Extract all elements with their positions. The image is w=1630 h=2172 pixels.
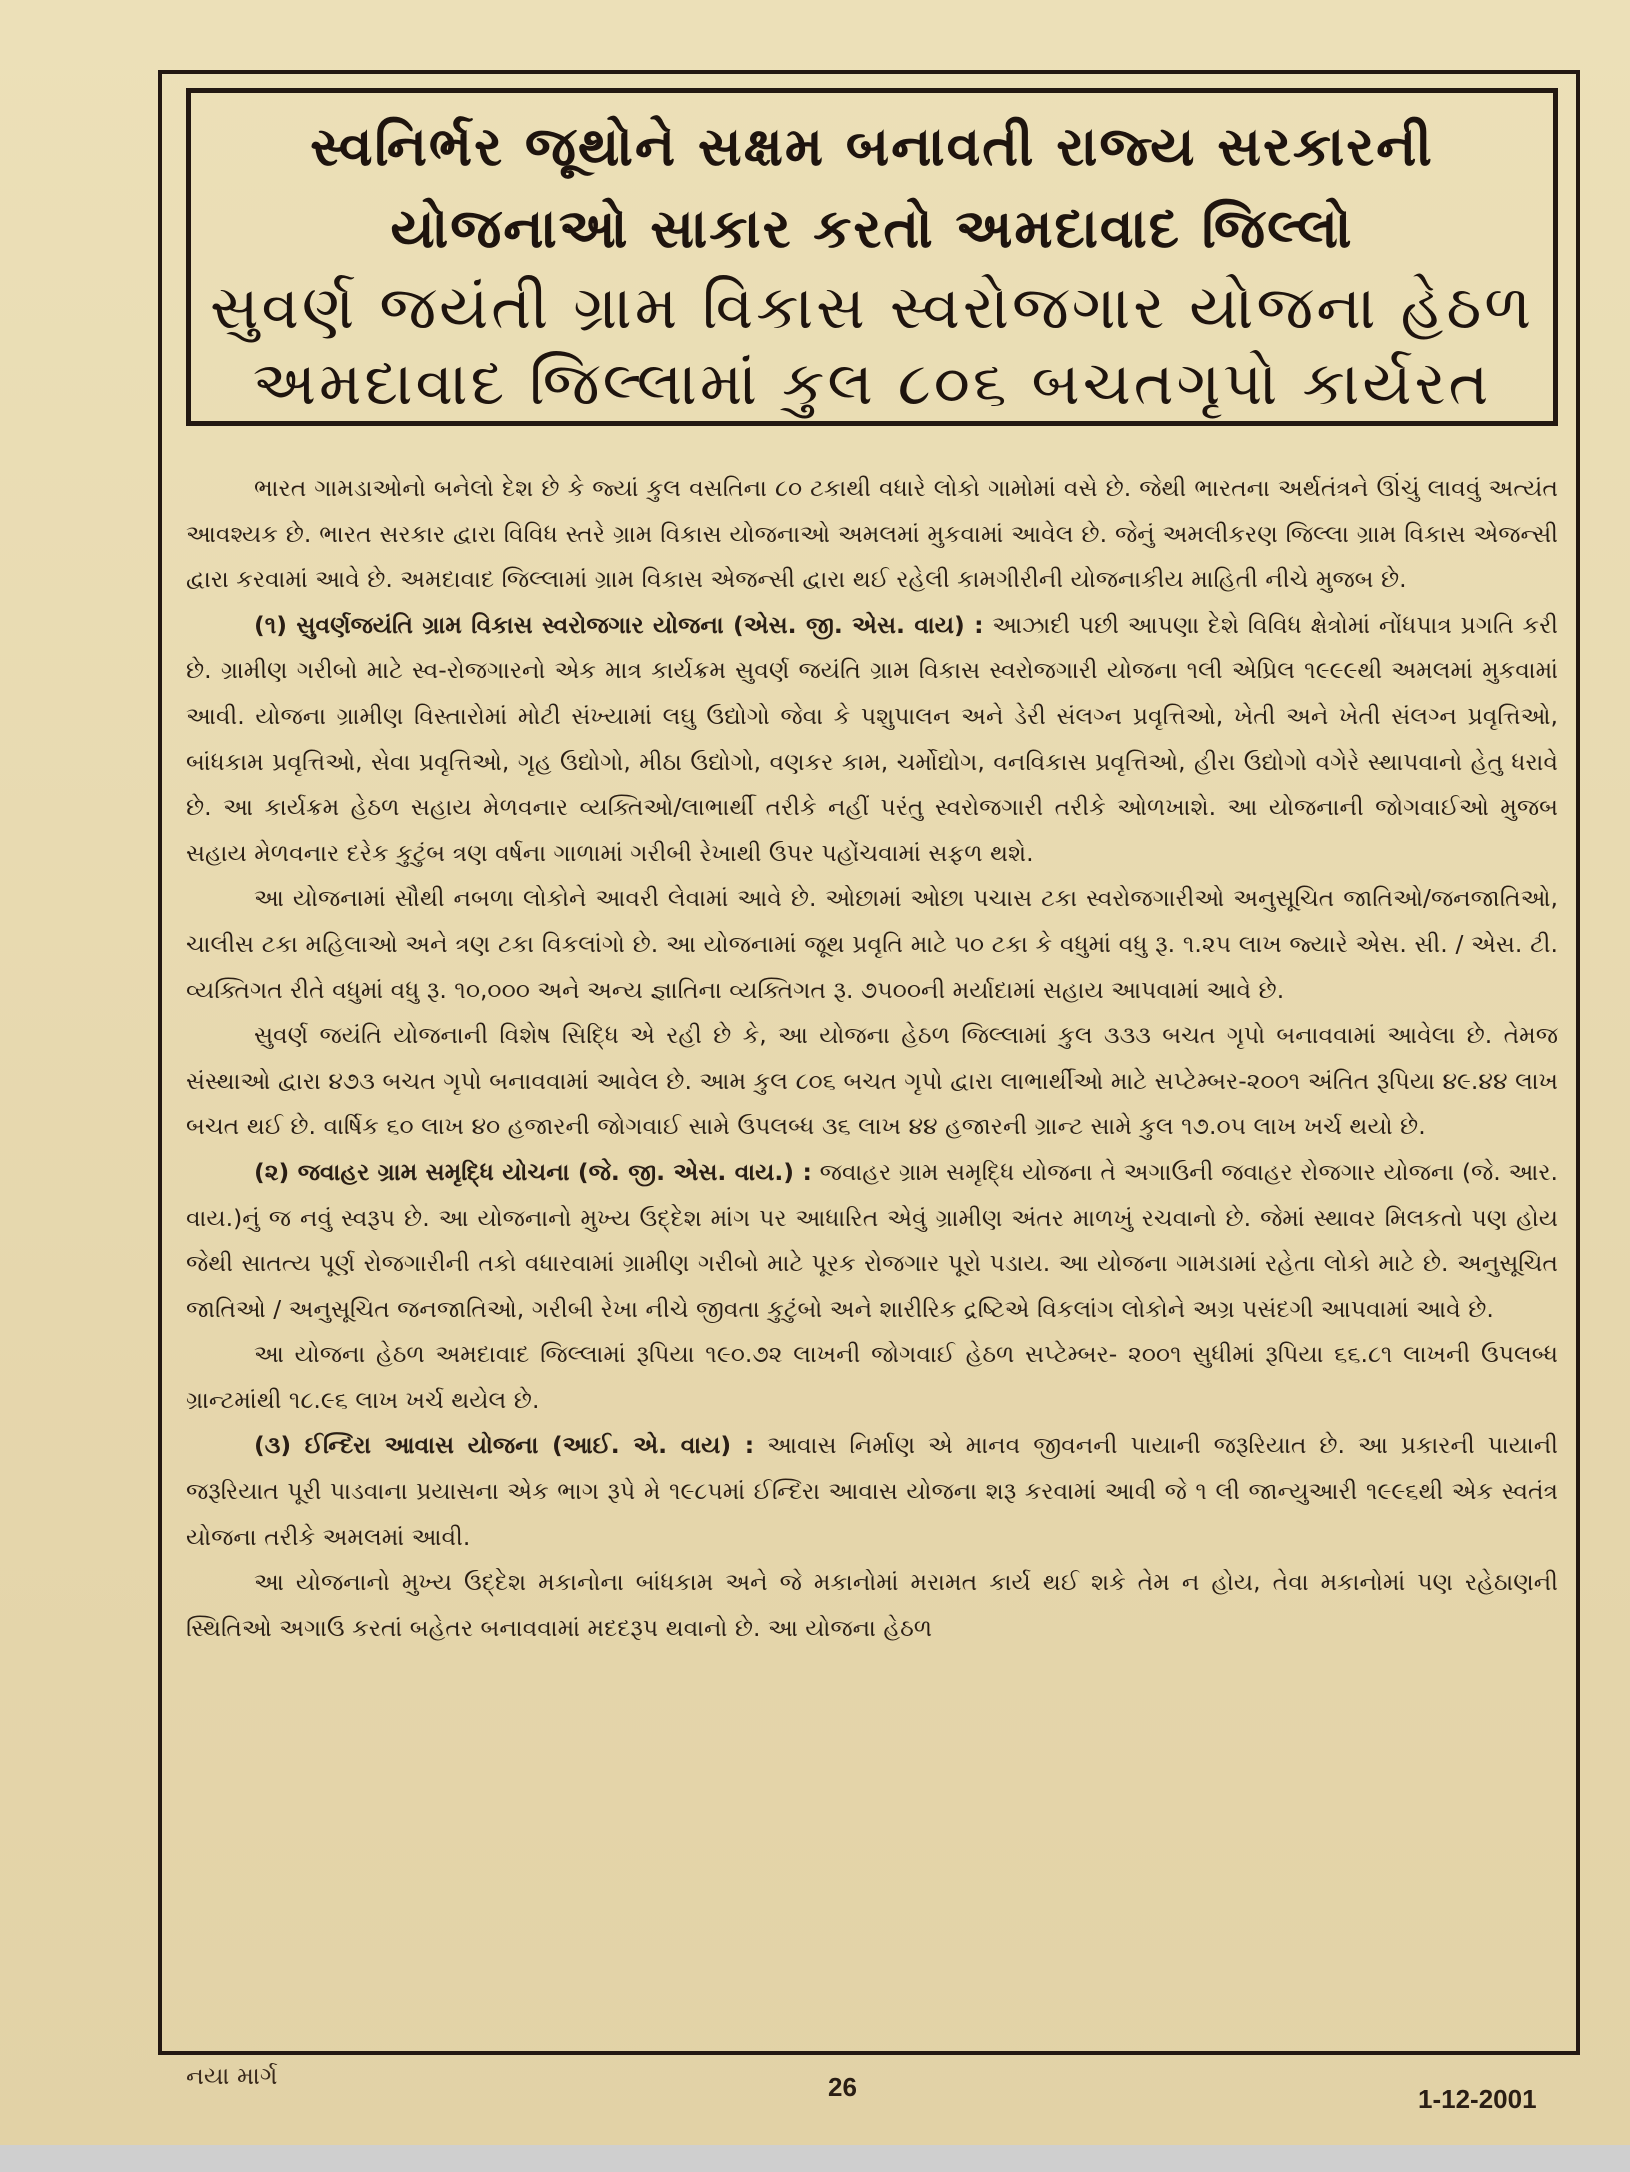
paragraph-coverage: આ યોજનામાં સૌથી નબળા લોકોને આવરી લેવામાં આવે છે. ઓછામાં ઓછા પચાસ ટકા સ્વરોજગારીઓ અનુસૂચિત જાતિઓ/જનજાતિઓ, ચાલીસ ટકા મહિલાઓ અને ત્રણ ટકા વિકલાંગો છે. આ યોજનામાં જૂથ પ્રવૃતિ માટે ૫૦ ટકા કે વધુમાં વધુ રૂ. ૧.૨૫ લાખ જ્યારે એસ. સી. / એસ. ટી. વ્યક્તિગત રીતે વધુમાં વધુ રૂ. ૧૦,૦૦૦ અને અન્ય જ્ઞાતિના વ્યક્તિગત રૂ. ૭૫૦૦ની મર્યાદામાં સહાય આપવામાં આવે છે.: [186, 884, 1558, 1004]
headline-box: [186, 88, 1558, 426]
headline-line-2: યોજનાઓ સાકાર કરતો અમદાવાદ જિલ્લો: [390, 197, 1354, 260]
section-1-text: આઝાદી પછી આપણા દેશે વિવિધ ક્ષેત્રોમાં નોંધપાત્ર પ્રગતિ કરી છે. ગ્રામીણ ગરીબો માટે સ્વ-રોજગારનો એક માત્ર કાર્યક્રમ સુવર્ણ જયંતિ ગ્રામ વિકાસ સ્વરોજગારી યોજના ૧લી એપ્રિલ ૧૯૯૯થી અમલમાં મુકવામાં આવી. યોજના ગ્રામીણ વિસ્તારોમાં મોટી સંખ્યામાં લઘુ ઉદ્યોગો જેવા કે પશુપાલન અને ડેરી સંલગ્ન પ્રવૃત્તિઓ, ખેતી અને ખેતી સંલગ્ન પ્રવૃત્તિઓ, બાંધકામ પ્રવૃત્તિઓ, સેવા પ્રવૃત્તિઓ, ગૃહ ઉદ્યોગો, મીઠા ઉદ્યોગો, વણકર કામ, ચર્મોદ્યોગ, વનવિકાસ પ્રવૃત્તિઓ, હીરા ઉદ્યોગો વગેરે સ્થાપવાનો હેતુ ધરાવે છે. આ કાર્યક્રમ હેઠળ સહાય મેળવનાર વ્યક્તિઓ/લાભાર્થી તરીકે નહીં પરંતુ સ્વરોજગારી તરીકે ઓળખાશે. આ યોજનાની જોગવાઈઓ મુજબ સહાય મેળવનાર દરેક કુટુંબ ત્રણ વર્ષના ગાળામાં ગરીબી રેખાથી ઉપર પહોંચવામાં સફળ થશે.: [186, 610, 1558, 867]
section-1-heading: (૧) સુવર્ણજયંતિ ગ્રામ વિકાસ સ્વરોજગાર યોજના (એસ. જી. એસ. વાય) :: [254, 610, 984, 639]
headline-line-3: સુવર્ણ જયંતી ગ્રામ વિકાસ સ્વરોજગાર યોજના હેઠળ: [209, 273, 1535, 343]
paragraph-achievement: સુવર્ણ જયંતિ યોજનાની વિશેષ સિદ્ધિ એ રહી છે કે, આ યોજના હેઠળ જિલ્લામાં કુલ ૩૩૩ બચત ગૃપો બનાવવામાં આવેલા છે. તેમજ સંસ્થાઓ દ્વારા ૪૭૩ બચત ગૃપો બનાવવામાં આવેલ છે. આમ કુલ ૮૦૬ બચત ગૃપો દ્વારા લાભાર્થીઓ માટે સપ્ટેમ્બર-૨૦૦૧ અંતિત રૂપિયા ૪૯.૪૪ લાખ બચત થઈ છે. વાર્ષિક ૬૦ લાખ ૪૦ હજારની જોગવાઈ સામે ઉપલબ્ધ ૩૬ લાખ ૪૪ હજારની ગ્રાન્ટ સામે કુલ ૧૭.૦૫ લાખ ખર્ચ થયો છે.: [186, 1021, 1558, 1141]
paragraph-intro: ભારત ગામડાઓનો બનેલો દેશ છે કે જ્યાં કુલ વસતિના ૮૦ ટકાથી વધારે લોકો ગામોમાં વસે છે. જેથી ભારતના અર્થતંત્રને ઊંચું લાવવું અત્યંત આવશ્યક છે. ભારત સરકાર દ્વારા વિવિધ સ્તરે ગ્રામ વિકાસ યોજનાઓ અમલમાં મુકવામાં આવેલ છે. જેનું અમલીકરણ જિલ્લા ગ્રામ વિકાસ એજન્સી દ્વારા કરવામાં આવે છે. અમદાવાદ જિલ્લામાં ગ્રામ વિકાસ એજન્સી દ્વારા થઈ રહેલી કામગીરીની યોજનાકીય માહિતી નીચે મુજબ છે.: [186, 474, 1558, 594]
magazine-name: નયા માર્ગ: [186, 2062, 278, 2090]
headline-line-1: સ્વનિર્ભર જૂથોને સક્ષમ બનાવતી રાજ્ય સરકારની: [310, 115, 1434, 178]
section-1: [186, 603, 1558, 877]
scan-edge: [0, 2145, 1630, 2172]
section-2: [186, 1150, 1558, 1332]
paragraph-iay-objective: આ યોજનાનો મુખ્ય ઉદ્દેશ મકાનોના બાંધકામ અને જે મકાનોમાં મરામત કાર્ય થઈ શકે તેમ ન હોય, તેવા મકાનોમાં પણ રહેઠાણની સ્થિતિઓ અગાઉ કરતાં બહેતર બનાવવામાં મદદરૂપ થવાનો છે. આ યોજના હેઠળ: [186, 1568, 1558, 1642]
section-2-text: જવાહર ગ્રામ સમૃદ્ધિ યોજના તે અગાઉની જવાહર રોજગાર યોજના (જે. આર. વાય.)નું જ નવું સ્વરૂપ છે. આ યોજનાનો મુખ્ય ઉદ્દેશ માંગ પર આધારિત એવું ગ્રામીણ અંતર માળખું રચવાનો છે. જેમાં સ્થાવર મિલકતો પણ હોય જેથી સાતત્ય પૂર્ણ રોજગારીની તકો વધારવામાં ગ્રામીણ ગરીબો માટે પૂરક રોજગાર પૂરો પડાય. આ યોજના ગામડામાં રહેતા લોકો માટે છે. અનુસૂચિત જાતિઓ / અનુસૂચિત જનજાતિઓ, ગરીબી રેખા નીચે જીવતા કુટુંબો અને શારીરિક દ્રષ્ટિએ વિકલાંગ લોકોને અગ્ર પસંદગી આપવામાં આવે છે.: [186, 1157, 1558, 1323]
paragraph-jgsy-funds: આ યોજના હેઠળ અમદાવાદ જિલ્લામાં રૂપિયા ૧૯૦.૭૨ લાખની જોગવાઈ હેઠળ સપ્ટેમ્બર- ૨૦૦૧ સુધીમાં રૂપિયા ૬૬.૮૧ લાખની ઉપલબ્ધ ગ્રાન્ટમાંથી ૧૮.૯૬ લાખ ખર્ચ થયેલ છે.: [186, 1340, 1558, 1414]
section-3: [186, 1423, 1558, 1560]
page-number: 26: [828, 2072, 857, 2102]
issue-date: 1-12-2001: [1418, 2084, 1537, 2114]
section-3-text: આવાસ નિર્માણ એ માનવ જીવનની પાયાની જરૂરિયાત છે. આ પ્રકારની પાયાની જરૂરિયાત પૂરી પાડવાના પ્રયાસના એક ભાગ રૂપે મે ૧૯૮૫માં ઈન્દિરા આવાસ યોજના શરૂ કરવામાં આવી જે ૧ લી જાન્યુઆરી ૧૯૯૬થી એક સ્વતંત્ર યોજના તરીકે અમલમાં આવી.: [186, 1431, 1558, 1551]
headline-line-4: અમદાવાદ જિલ્લામાં કુલ ૮૦૬ બચતગૃપો કાર્યરત: [252, 349, 1492, 419]
article-body: [186, 466, 1558, 1651]
section-3-heading: (૩) ઈન્દિરા આવાસ યોજના (આઈ. એ. વાય) :: [254, 1431, 755, 1460]
section-2-heading: (૨) જવાહર ગ્રામ સમૃદ્ધિ યોચના (જે. જી. એસ. વાય.) :: [254, 1157, 812, 1186]
